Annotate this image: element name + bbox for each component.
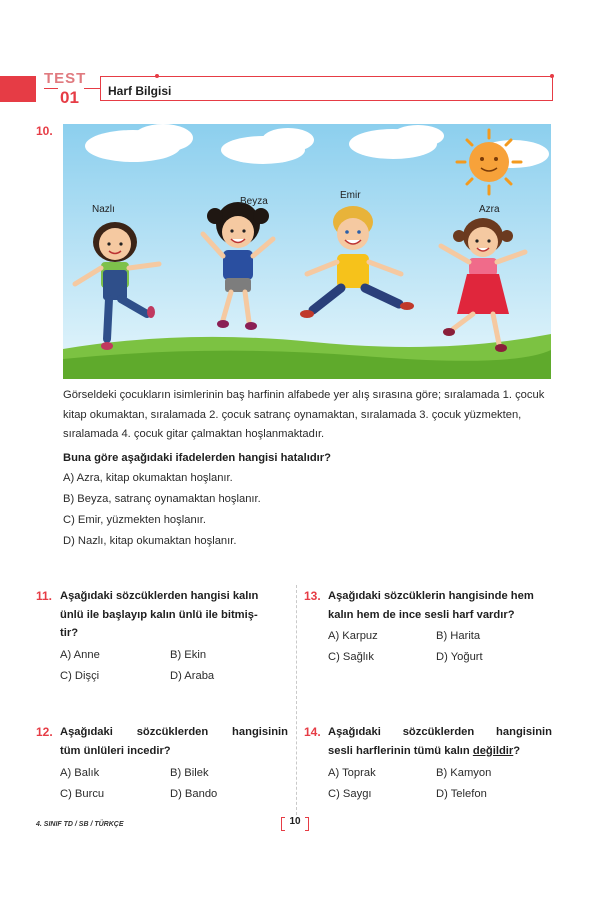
question-14-option-c[interactable]: C) Saygı bbox=[328, 788, 372, 800]
header-frame-bottom bbox=[100, 100, 552, 101]
question-11-option-a[interactable]: A) Anne bbox=[60, 649, 100, 661]
header-dot bbox=[550, 74, 554, 78]
question-13-line: Aşağıdaki sözcüklerin hangisinde hem bbox=[328, 590, 534, 602]
question-12-line: Aşağıdaki sözcüklerden hangisinin bbox=[60, 726, 288, 738]
page-number-bracket-right bbox=[305, 817, 309, 831]
question-10-paragraph: Görseldeki çocukların isimlerinin baş harfinin alfabede yer alış sırasına göre; sıralamada 1. çocuk kitap okumaktan, sıralamada 2. çocuk satranç oynamaktan, sıralamada 3. çocuk yüzmekten, sıralamada 4. çocuk gitar çalmaktan hoşlanmaktadır. bbox=[63, 389, 545, 440]
question-11-option-b[interactable]: B) Ekin bbox=[170, 649, 207, 661]
column-divider bbox=[296, 585, 297, 815]
question-14-option-d[interactable]: D) Telefon bbox=[436, 788, 487, 800]
children-illustration bbox=[63, 124, 551, 379]
question-12-prompt bbox=[60, 723, 288, 760]
question-14-line bbox=[328, 742, 552, 761]
question-13-prompt bbox=[328, 587, 552, 624]
question-13-option-b[interactable]: B) Harita bbox=[436, 630, 481, 642]
question-11-option-d[interactable]: D) Araba bbox=[170, 670, 215, 682]
test-number: 01 bbox=[60, 88, 79, 107]
kid-name-nazli: Nazlı bbox=[92, 204, 115, 215]
question-12-option-b[interactable]: B) Bilek bbox=[170, 767, 209, 779]
question-13-option-a[interactable]: A) Karpuz bbox=[328, 630, 378, 642]
question-number-10: 10. bbox=[36, 124, 53, 138]
question-11-line: Aşağıdaki sözcüklerden hangisi kalın bbox=[60, 590, 259, 602]
question-12-option-d[interactable]: D) Bando bbox=[170, 788, 218, 800]
question-10-option-a[interactable]: A) Azra, kitap okumaktan hoşlanır. bbox=[63, 472, 233, 484]
section-title: Harf Bilgisi bbox=[108, 84, 172, 98]
question-14-option-b[interactable]: B) Kamyon bbox=[436, 767, 492, 779]
question-14-line: Aşağıdaki sözcüklerden hangisinin bbox=[328, 726, 552, 738]
question-12-option-a[interactable]: A) Balık bbox=[60, 767, 100, 779]
header-dot bbox=[155, 74, 159, 78]
question-13-line: kalın hem de ince sesli harf vardır? bbox=[328, 608, 515, 621]
question-10-prompt: Buna göre aşağıdaki ifadelerden hangisi hatalıdır? bbox=[63, 452, 331, 464]
question-10-option-c[interactable]: C) Emir, yüzmekten hoşlanır. bbox=[63, 514, 206, 526]
question-11-line: ünlü ile başlayıp kalın ünlü ile bitmiş- bbox=[60, 608, 258, 621]
question-10-option-b[interactable]: B) Beyza, satranç oynamaktan hoşlanır. bbox=[63, 493, 261, 505]
question-14-qmark: ? bbox=[513, 744, 521, 757]
question-11-line: tir? bbox=[60, 627, 79, 639]
kid-name-beyza: Beyza bbox=[240, 196, 268, 207]
footer-book-label: 4. SINIF TD / SB / TÜRKÇE bbox=[36, 821, 124, 828]
question-number-13: 13. bbox=[304, 589, 321, 603]
question-14-prompt bbox=[328, 723, 552, 760]
header-frame-left bbox=[100, 76, 101, 100]
question-14-line2-text: sesli harflerinin tümü kalın bbox=[328, 744, 473, 757]
page-number: 10 bbox=[289, 816, 301, 827]
kid-name-azra: Azra bbox=[479, 204, 500, 215]
question-13-option-c[interactable]: C) Sağlık bbox=[328, 651, 375, 663]
test-number-line-left bbox=[44, 88, 58, 89]
question-number-14: 14. bbox=[304, 725, 321, 739]
question-13-option-d[interactable]: D) Yoğurt bbox=[436, 651, 483, 663]
question-12-option-c[interactable]: C) Burcu bbox=[60, 788, 105, 800]
question-10-option-d[interactable]: D) Nazlı, kitap okumaktan hoşlanır. bbox=[63, 535, 237, 547]
test-number-line-right bbox=[84, 88, 100, 89]
question-number-12: 12. bbox=[36, 725, 53, 739]
header-red-block bbox=[0, 76, 36, 102]
question-11-prompt bbox=[60, 587, 288, 643]
question-11-option-c[interactable]: C) Dişçi bbox=[60, 670, 100, 682]
question-14-emphasis: değildir bbox=[472, 744, 514, 757]
question-14-option-a[interactable]: A) Toprak bbox=[328, 767, 376, 779]
kid-name-emir: Emir bbox=[340, 190, 361, 201]
question-number-11: 11. bbox=[36, 589, 53, 603]
test-label: TEST bbox=[44, 70, 87, 87]
question-12-line: tüm ünlüleri incedir? bbox=[60, 744, 171, 757]
children-illustration-svg bbox=[63, 124, 551, 379]
